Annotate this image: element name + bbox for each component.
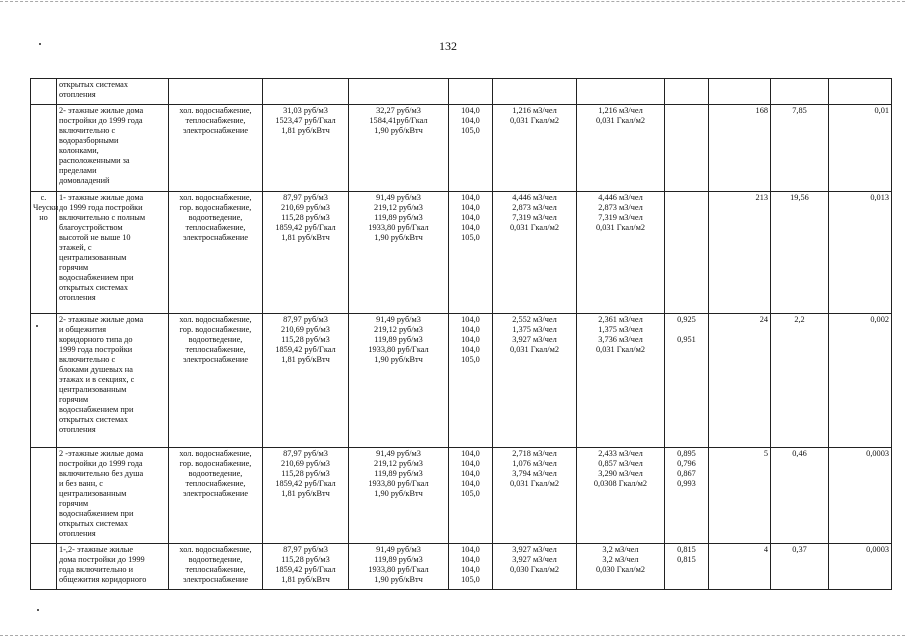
value-cell: 19,56 [771,192,829,314]
tariff-new-cell: 91,49 руб/м3 219,12 руб/м3 119,89 руб/м3 1933,80 руб/Гкал 1,90 руб/кВтч [349,448,449,544]
tariff-new-cell: 91,49 руб/м3 219,12 руб/м3 119,89 руб/м3 1933,80 руб/Гкал 1,90 руб/кВтч [349,314,449,448]
table-row [31,192,892,314]
value-cell: 7,85 [771,105,829,192]
tariff-current-cell: 31,03 руб/м3 1523,47 руб/Гкал 1,81 руб/кВтч [263,105,349,192]
count-cell: 5 [709,448,771,544]
share-cell [829,79,892,105]
coefficient-cell [665,105,709,192]
utility-types-cell: хол. водоснабжение, гор. водоснабжение, водоотведение, теплоснабжение, электроснабжение [169,192,263,314]
settlement-cell: с. Чеуски но [31,192,57,314]
tariff-current-cell: 87,97 руб/м3 210,69 руб/м3 115,28 руб/м3 1859,42 руб/Гкал 1,81 руб/кВтч [263,448,349,544]
tariff-new-cell: 91,49 руб/м3 219,12 руб/м3 119,89 руб/м3 1933,80 руб/Гкал 1,90 руб/кВтч [349,192,449,314]
settlement-cell [31,544,57,590]
norm-current-cell: 2,552 м3/чел 1,375 м3/чел 3,927 м3/чел 0,031 Гкал/м2 [493,314,577,448]
tariff-current-cell: 87,97 руб/м3 210,69 руб/м3 115,28 руб/м3 1859,42 руб/Гкал 1,81 руб/кВтч [263,314,349,448]
count-cell: 24 [709,314,771,448]
norm-new-cell: 4,446 м3/чел 2,873 м3/чел 7,319 м3/чел 0,031 Гкал/м2 [577,192,665,314]
utility-types-cell [169,79,263,105]
scan-edge-bottom [0,635,905,636]
settlement-cell [31,105,57,192]
tariff-new-cell [349,79,449,105]
norm-new-cell: 2,361 м3/чел 1,375 м3/чел 3,736 м3/чел 0,031 Гкал/м2 [577,314,665,448]
tariff-index-cell: 104,0 104,0 104,0 104,0 105,0 [449,448,493,544]
tariff-table [30,78,892,590]
settlement-cell [31,314,57,448]
utility-types-cell: хол. водоснабжение, водоотведение, теплоснабжение, электроснабжение [169,544,263,590]
coefficient-cell [665,192,709,314]
table-row [31,448,892,544]
value-cell: 0,46 [771,448,829,544]
tariff-current-cell: 87,97 руб/м3 115,28 руб/м3 1859,42 руб/Гкал 1,81 руб/кВтч [263,544,349,590]
utility-types-cell: хол. водоснабжение, гор. водоснабжение, водоотведение, теплоснабжение, электроснабжение [169,448,263,544]
tariff-index-cell: 104,0 104,0 105,0 [449,105,493,192]
housing-category-cell: 2 -этажные жилые дома постройки до 1999 года включительно без душа и без ванн, с централизованным горячим водоснабжением при открытых системах отопления [57,448,169,544]
coefficient-cell: 0,815 0,815 [665,544,709,590]
norm-current-cell: 2,718 м3/чел 1,076 м3/чел 3,794 м3/чел 0,031 Гкал/м2 [493,448,577,544]
settlement-cell [31,448,57,544]
tariff-current-cell [263,79,349,105]
value-cell: 2,2 [771,314,829,448]
scan-speck [39,43,41,45]
coefficient-cell [665,79,709,105]
tariff-current-cell: 87,97 руб/м3 210,69 руб/м3 115,28 руб/м3 1859,42 руб/Гкал 1,81 руб/кВтч [263,192,349,314]
utility-types-cell: хол. водоснабжение, гор. водоснабжение, водоотведение, теплоснабжение, электроснабжение [169,314,263,448]
norm-current-cell [493,79,577,105]
table-row [31,544,892,590]
housing-category-cell: 2- этажные жилые дома и общежития коридорного типа до 1999 года постройки включительно с блоками душевых на этажах и в секциях, с централизованным горячим водоснабжением при открытых системах отопления [57,314,169,448]
housing-category-cell: 1-,2- этажные жилые дома постройки до 1999 года включительно и общежития коридорного [57,544,169,590]
norm-current-cell: 3,927 м3/чел 3,927 м3/чел 0,030 Гкал/м2 [493,544,577,590]
page-number: 132 [439,39,457,53]
coefficient-cell: 0,895 0,796 0,867 0,993 [665,448,709,544]
table-row [31,105,892,192]
share-cell: 0,013 [829,192,892,314]
count-cell [709,79,771,105]
coefficient-cell: 0,925 0,951 [665,314,709,448]
norm-current-cell: 1,216 м3/чел 0,031 Гкал/м2 [493,105,577,192]
norm-new-cell [577,79,665,105]
scan-edge-top [0,1,905,2]
norm-new-cell: 1,216 м3/чел 0,031 Гкал/м2 [577,105,665,192]
count-cell: 4 [709,544,771,590]
table-row [31,79,892,105]
tariff-index-cell: 104,0 104,0 104,0 105,0 [449,544,493,590]
value-cell [771,79,829,105]
norm-new-cell: 3,2 м3/чел 3,2 м3/чел 0,030 Гкал/м2 [577,544,665,590]
share-cell: 0,002 [829,314,892,448]
share-cell: 0,01 [829,105,892,192]
count-cell: 213 [709,192,771,314]
settlement-cell [31,79,57,105]
tariff-new-cell: 91,49 руб/м3 119,89 руб/м3 1933,80 руб/Гкал 1,90 руб/кВтч [349,544,449,590]
norm-new-cell: 2,433 м3/чел 0,857 м3/чел 3,290 м3/чел 0,0308 Гкал/м2 [577,448,665,544]
tariff-index-cell [449,79,493,105]
scan-speck [37,609,39,611]
share-cell: 0,0003 [829,448,892,544]
table-row [31,314,892,448]
value-cell: 0,37 [771,544,829,590]
share-cell: 0,0003 [829,544,892,590]
count-cell: 168 [709,105,771,192]
tariff-new-cell: 32,27 руб/м3 1584,41руб/Гкал 1,90 руб/кВтч [349,105,449,192]
housing-category-cell: 2- этажные жилые дома постройки до 1999 года включительно с водоразборными колонками, расположенными за пределами домовладений [57,105,169,192]
housing-category-cell: открытых системах отопления [57,79,169,105]
norm-current-cell: 4,446 м3/чел 2,873 м3/чел 7,319 м3/чел 0,031 Гкал/м2 [493,192,577,314]
tariff-index-cell: 104,0 104,0 104,0 104,0 105,0 [449,314,493,448]
tariff-index-cell: 104,0 104,0 104,0 104,0 105,0 [449,192,493,314]
housing-category-cell: 1- этажные жилые дома до 1999 года постройки включительно с полным благоустройством высотой не выше 10 этажей, с централизованным горячим водоснабжением при открытых системах отопления [57,192,169,314]
utility-types-cell: хол. водоснабжение, теплоснабжение, электроснабжение [169,105,263,192]
